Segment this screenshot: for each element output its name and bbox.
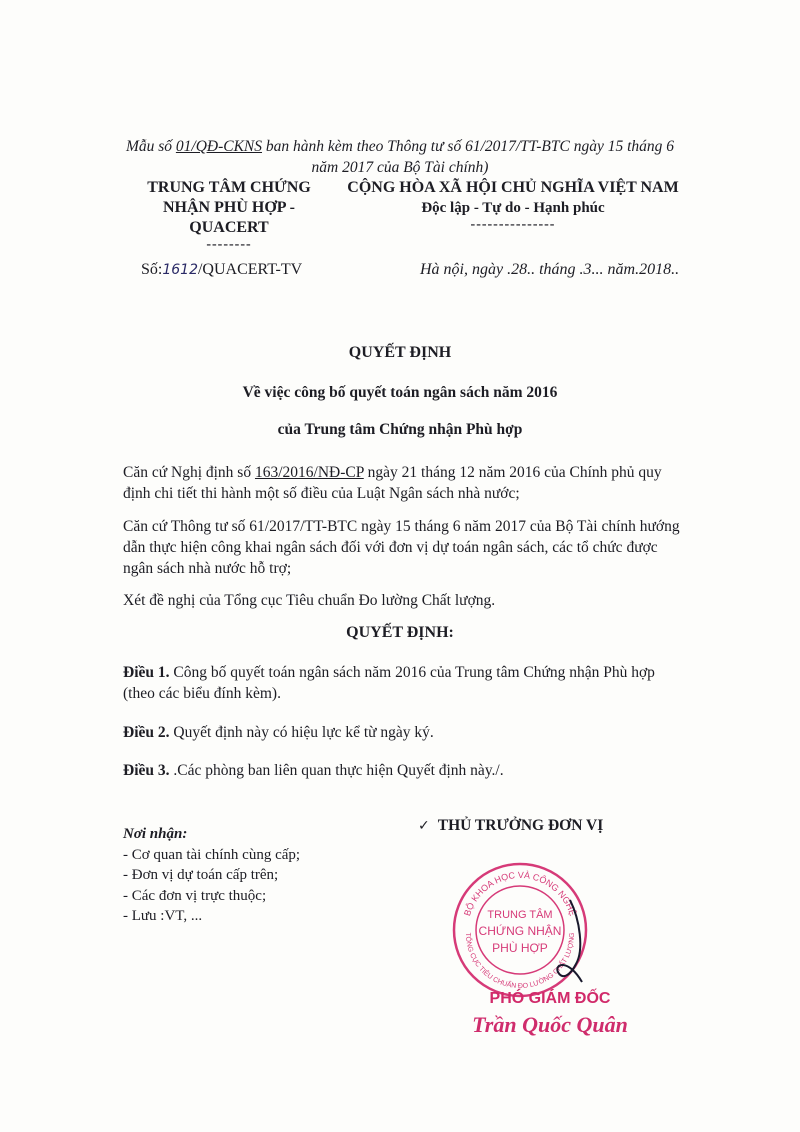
nation-name: CỘNG HÒA XÃ HỘI CHỦ NGHĨA VIỆT NAM [347,179,679,196]
issue-date: Hà nội, ngày .28.. tháng .3... năm.2018.. [420,261,680,278]
official-seal [450,860,590,1000]
article-1 [123,662,688,704]
signer-name: Trần Quốc Quân [472,1012,628,1037]
legal-basis-2: Căn cứ Thông tư số 61/2017/TT-BTC ngày 15 tháng 6 năm 2017 của Bộ Tài chính hướng dẫn thực hiện công khai ngân sách đối với đơn vị dự toán ngân sách, các tổ chức được ngân sách nhà nước hỗ trợ; [123,518,680,577]
form-note-prefix: Mẫu số [125,138,176,155]
basis-1-prefix: Căn cứ Nghị định số [123,464,255,481]
document-subject-line-2: của Trung tâm Chứng nhận Phù hợp [277,421,523,438]
document-number [141,261,302,279]
handwritten-mark-icon: ✓ [418,818,430,834]
recipient-item: - Đơn vị dự toán cấp trên; [123,867,279,883]
issuing-organization [120,178,338,252]
org-line-2: NHẬN PHÙ HỢP - [163,199,295,216]
article-3-label: Điều 3. [123,762,170,779]
recipient-item: - Cơ quan tài chính cùng cấp; [123,846,301,863]
org-line-1: TRUNG TÂM CHỨNG [147,179,311,196]
article-2-label: Điều 2. [123,724,170,741]
doc-number-prefix: Số: [141,261,163,278]
seal-center-line-2: CHỨNG NHẬN [478,924,562,938]
signer-position: PHÓ GIÁM ĐỐC [489,990,611,1007]
doc-number-suffix: /QUACERT-TV [197,261,303,278]
legal-basis-1 [123,462,688,504]
form-reference-note [120,136,680,178]
seal-ring-top-path: BỘ KHOA HỌC VÀ CÔNG NGHỆ [462,869,578,918]
seal-center-line-1: TRUNG TÂM [487,909,553,921]
decree-number: 163/2016/NĐ-CP [254,464,364,481]
org-line-3: QUACERT [189,219,269,236]
article-1-label: Điều 1. [123,664,170,681]
head-of-unit-label: THỦ TRƯỞNG ĐƠN VỊ [437,817,604,834]
nation-motto: Độc lập - Tự do - Hạnh phúc [421,200,605,216]
org-divider: -------- [206,237,252,252]
doc-number-handwritten: 1612 [162,262,198,278]
article-3 [123,760,688,781]
seal-ring-bottom-path: TỔNG CỤC TIÊU CHUẨN ĐO LƯỜNG CHẤT LƯỢNG [463,932,577,991]
recipient-item: - Các đơn vị trực thuộc; [123,887,267,904]
recipients-heading: Nơi nhận: [123,826,188,842]
nation-divider: --------------- [470,217,556,232]
article-2-text: Quyết định này có hiệu lực kể từ ngày ký. [169,724,434,741]
recipient-item: - Lưu :VT, ... [123,908,203,924]
document-subject-line-1: Về việc công bố quyết toán ngân sách năm 2016 [242,384,558,401]
article-2 [123,722,688,743]
form-code: 01/QĐ-CKNS [175,138,263,155]
article-1-text: Công bố quyết toán ngân sách năm 2016 của Trung tâm Chứng nhận Phù hợp (theo các biểu đính kèm). [123,664,655,702]
basis-1-suffix: ngày 21 tháng 12 năm 2016 của Chính phủ quy định chi tiết thi hành một số điều của Luật Ngân sách nhà nước; [123,464,662,502]
document-title: QUYẾT ĐỊNH [348,344,452,361]
decision-heading: QUYẾT ĐỊNH: [346,624,454,641]
form-note-suffix: ban hành kèm theo Thông tư số 61/2017/TT-BTC ngày 15 tháng 6 năm 2017 của Bộ Tài chính) [262,138,675,176]
legal-basis-3: Xét đề nghị của Tổng cục Tiêu chuẩn Đo lường Chất lượng. [123,592,496,609]
national-header [338,178,688,232]
recipients-list [123,824,383,927]
head-of-unit [418,817,603,835]
seal-center-line-3: PHÙ HỢP [492,941,548,955]
article-3-text: .Các phòng ban liên quan thực hiện Quyết định này./. [169,762,504,779]
